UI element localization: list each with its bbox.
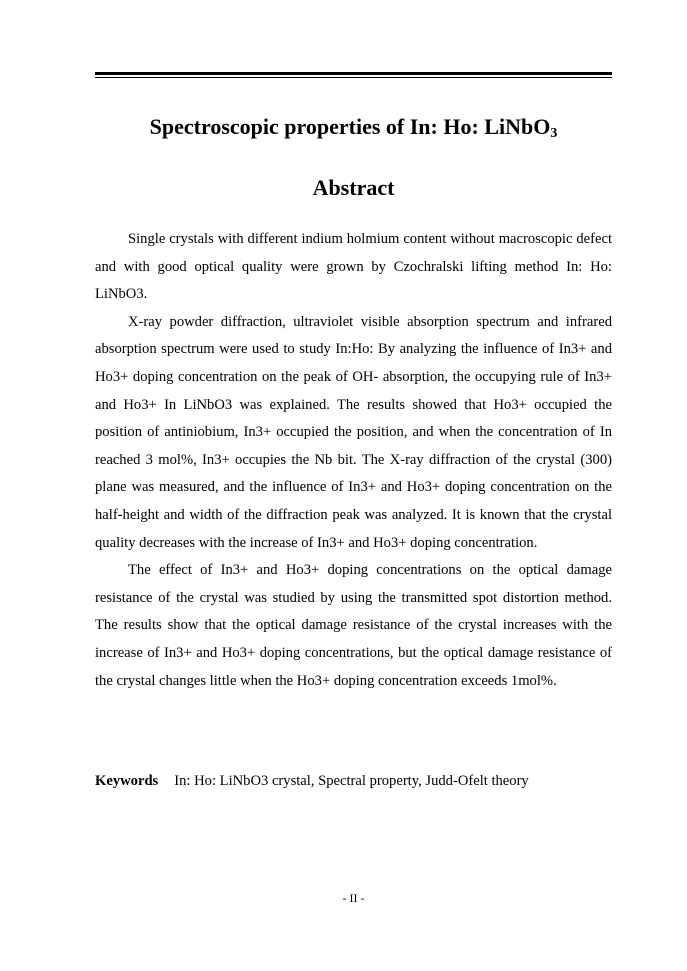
- paper-title-text: Spectroscopic properties of In: Ho: LiNbO: [149, 114, 551, 139]
- header-rule-thick: [95, 72, 612, 75]
- page-number: - II -: [342, 891, 365, 905]
- abstract-paragraph-2: X-ray powder diffraction, ultraviolet visible absorption spectrum and infrared absorption spectrum were used to study In:Ho: By analyzing the influence of In3+ and Ho3+ doping concentration on the peak of OH- absorption, the occupying rule of In3+ and Ho3+ In LiNbO3 was explained. The results showed that Ho3+ occupied the position of antiniobium, In3+ occupied the position, and when the concentration of In reached 3 mol%, In3+ occupies the Nb bit. The X-ray diffraction of the crystal (300) plane was measured, and the influence of In3+ and Ho3+ doping concentration on the half-height and width of the diffraction peak was analyzed. It is known that the crystal quality decreases with the increase of In3+ and Ho3+ doping concentration.: [95, 313, 612, 551]
- header-rule-thin: [95, 77, 612, 78]
- abstract-paragraph-3: The effect of In3+ and Ho3+ doping concentrations on the optical damage resistance of the crystal was studied by using the transmitted spot distortion method. The results show that the optical damage resistance of the crystal increases with the increase of In3+ and Ho3+ doping concentrations, but the optical damage resistance of the crystal changes little when the Ho3+ doping concentration exceeds 1mol%.: [95, 562, 612, 689]
- paper-title-subscript: 3: [550, 126, 558, 141]
- keywords-label: Keywords: [95, 773, 159, 789]
- paper-title: [95, 112, 612, 142]
- abstract-paragraph-1: Single crystals with different indium holmium content without macroscopic defect and with good optical quality were grown by Czochralski lifting method In: Ho: LiNbO3.: [95, 231, 612, 303]
- keywords-line: [95, 768, 612, 796]
- abstract-heading: Abstract: [312, 175, 395, 200]
- abstract-body: [95, 226, 612, 695]
- keywords-text: In: Ho: LiNbO3 crystal, Spectral property, Judd-Ofelt theory: [174, 773, 529, 789]
